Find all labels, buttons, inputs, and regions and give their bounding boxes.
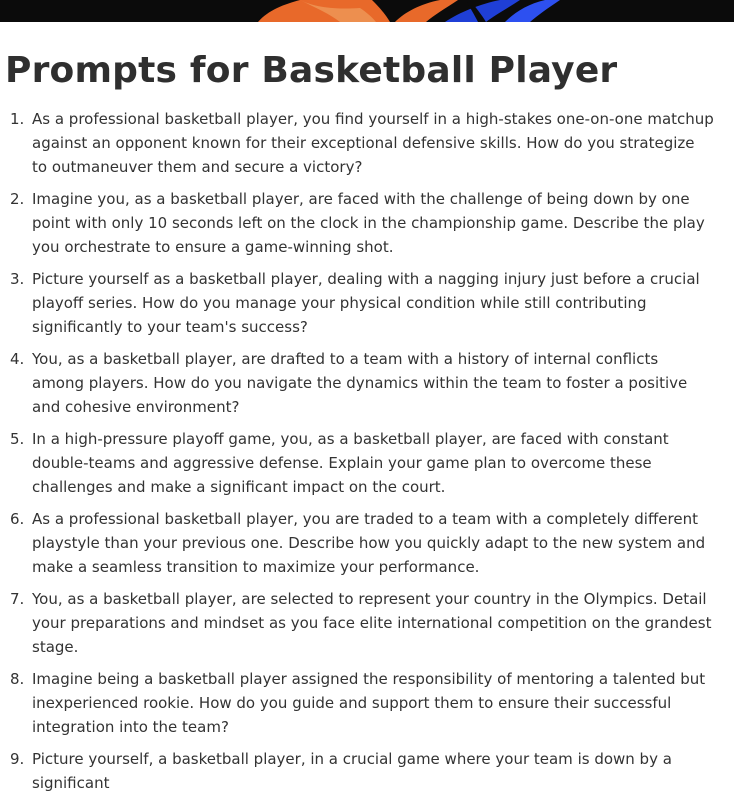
list-item-number: 9. bbox=[10, 750, 25, 768]
page-title: Prompts for Basketball Player bbox=[5, 50, 618, 91]
list-item-number: 4. bbox=[10, 350, 25, 368]
list-item-text: You, as a basketball player, are selected to represent your country in the Olympics. Detail your preparations and mindset as you face elite international competition on the grandest stage. bbox=[32, 590, 712, 656]
list-item-number: 2. bbox=[10, 190, 25, 208]
list-item bbox=[0, 267, 734, 339]
list-item bbox=[0, 187, 734, 259]
list-item-number: 8. bbox=[10, 670, 25, 688]
list-item-text: As a professional basketball player, you find yourself in a high-stakes one-on-one matchup against an opponent known for their exceptional defensive skills. How do you strategize to outmaneuver them and secure a victory? bbox=[32, 110, 714, 176]
list-item-number: 3. bbox=[10, 270, 25, 288]
list-item-number: 5. bbox=[10, 430, 25, 448]
list-item-number: 6. bbox=[10, 510, 25, 528]
list-item bbox=[0, 427, 734, 499]
list-item-text: Picture yourself, a basketball player, in a crucial game where your team is down by a significant bbox=[32, 750, 672, 792]
basketball-flame-graphic bbox=[0, 0, 734, 22]
list-item-text: As a professional basketball player, you are traded to a team with a completely different playstyle than your previous one. Describe how you quickly adapt to the new system and make a seamless transition to maximize your performance. bbox=[32, 510, 706, 576]
list-item bbox=[0, 507, 734, 579]
list-item-text: In a high-pressure playoff game, you, as a basketball player, are faced with constant double-teams and aggressive defense. Explain your game plan to overcome these challenges and make a significant impact on the court. bbox=[32, 430, 669, 496]
list-item bbox=[0, 667, 734, 739]
list-item-number: 1. bbox=[10, 110, 25, 128]
list-item-text: Imagine being a basketball player assigned the responsibility of mentoring a talented but inexperienced rookie. How do you guide and support them to ensure their successful integration into the team? bbox=[32, 670, 706, 736]
header-banner-image bbox=[0, 0, 734, 22]
list-item-number: 7. bbox=[10, 590, 25, 608]
list-item-text: Picture yourself as a basketball player, dealing with a nagging injury just before a crucial playoff series. How do you manage your physical condition while still contributing significantly to your team's success? bbox=[32, 270, 700, 336]
list-item bbox=[0, 587, 734, 659]
prompt-list bbox=[0, 107, 734, 803]
list-item-text: Imagine you, as a basketball player, are faced with the challenge of being down by one point with only 10 seconds left on the clock in the championship game. Describe the play you orchestrate to ensure a game-winning shot. bbox=[32, 190, 705, 256]
list-item bbox=[0, 107, 734, 179]
list-item-text: You, as a basketball player, are drafted to a team with a history of internal conflicts among players. How do you navigate the dynamics within the team to foster a positive and cohesive environment? bbox=[32, 350, 688, 416]
list-item bbox=[0, 747, 734, 795]
list-item bbox=[0, 347, 734, 419]
